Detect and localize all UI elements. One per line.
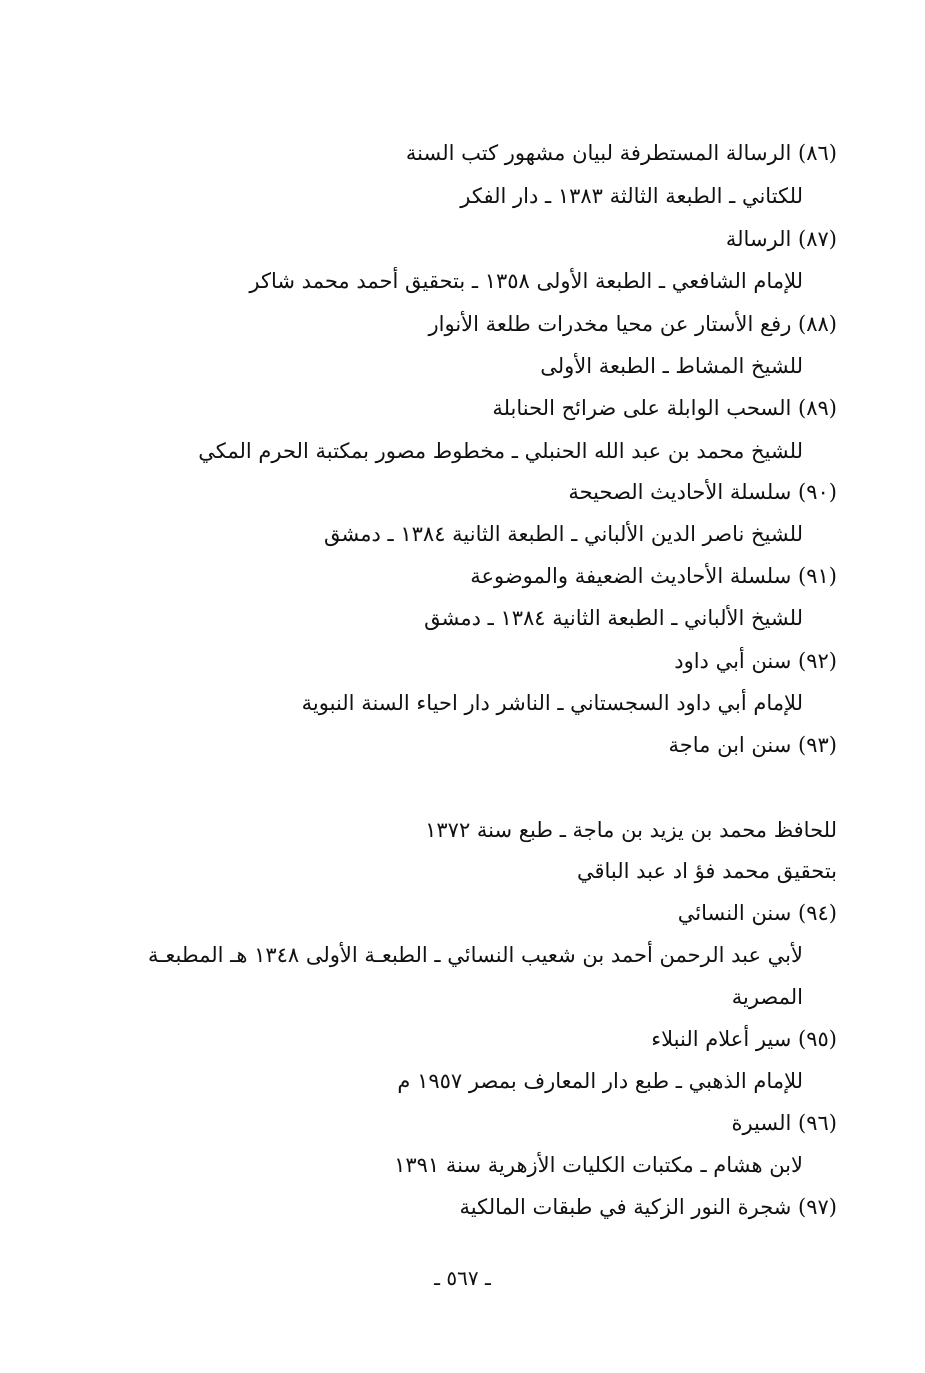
entry-91-detail: للشيخ الألباني ـ الطبعة الثانية ١٣٨٤ ـ دمشق <box>424 606 803 630</box>
entry-88-detail: للشيخ المشاط ـ الطبعة الأولى <box>540 354 803 378</box>
entry-94-detail-continued: المصرية <box>731 985 803 1009</box>
entry-96-detail: لابن هشام ـ مكتبات الكليات الأزهرية سنة ١٣٩١ <box>394 1153 803 1177</box>
entry-87-heading: (٨٧) الرسالة <box>725 227 837 251</box>
entry-94-detail: لأبي عبد الرحمن أحمد بن شعيب النسائي ـ الطبعـة الأولى ١٣٤٨ هـ المطبعـة <box>148 943 803 967</box>
entry-90-detail: للشيخ ناصر الدين الألباني ـ الطبعة الثانية ١٣٨٤ ـ دمشق <box>324 522 803 546</box>
entry-89-detail: للشيخ محمد بن عبد الله الحنبلي ـ مخطوط مصور بمكتبة الحرم المكي <box>198 439 803 463</box>
entry-97-heading: (٩٧) شجرة النور الزكية في طبقات المالكية <box>459 1195 837 1219</box>
entry-93-detail: للحافظ محمد بن يزيد بن ماجة ـ طبع سنة ١٣٧٢ <box>425 818 837 842</box>
entry-92-detail: للإمام أبي داود السجستاني ـ الناشر دار احياء السنة النبوية <box>301 691 803 715</box>
entry-96-heading: (٩٦) السيرة <box>731 1111 837 1135</box>
entry-93-heading: (٩٣) سنن ابن ماجة <box>668 733 837 757</box>
entry-88-heading: (٨٨) رفع الأستار عن محيا مخدرات طلعة الأنوار <box>428 312 837 336</box>
entry-91-heading: (٩١) سلسلة الأحاديث الضعيفة والموضوعة <box>470 564 837 588</box>
entry-92-heading: (٩٢) سنن أبي داود <box>674 649 837 673</box>
entry-95-heading: (٩٥) سير أعلام النبلاء <box>651 1027 837 1051</box>
page-number: ـ ٥٦٧ ـ <box>434 1266 491 1290</box>
entry-94-heading: (٩٤) سنن النسائي <box>677 901 837 925</box>
entry-87-detail: للإمام الشافعي ـ الطبعة الأولى ١٣٥٨ ـ بتحقيق أحمد محمد شاكر <box>249 269 803 293</box>
entry-90-heading: (٩٠) سلسلة الأحاديث الصحيحة <box>568 480 837 504</box>
entry-89-heading: (٨٩) السحب الوابلة على ضرائح الحنابلة <box>492 396 837 420</box>
entry-86-detail: للكتاني ـ الطبعة الثالثة ١٣٨٣ ـ دار الفكر <box>460 184 803 208</box>
entry-95-detail: للإمام الذهبي ـ طبع دار المعارف بمصر ١٩٥٧ م <box>397 1069 803 1093</box>
entry-93-detail-2: بتحقيق محمد فؤ اد عبد الباقي <box>576 859 837 883</box>
entry-86-heading: (٨٦) الرسالة المستطرفة لبيان مشهور كتب السنة <box>405 141 837 165</box>
